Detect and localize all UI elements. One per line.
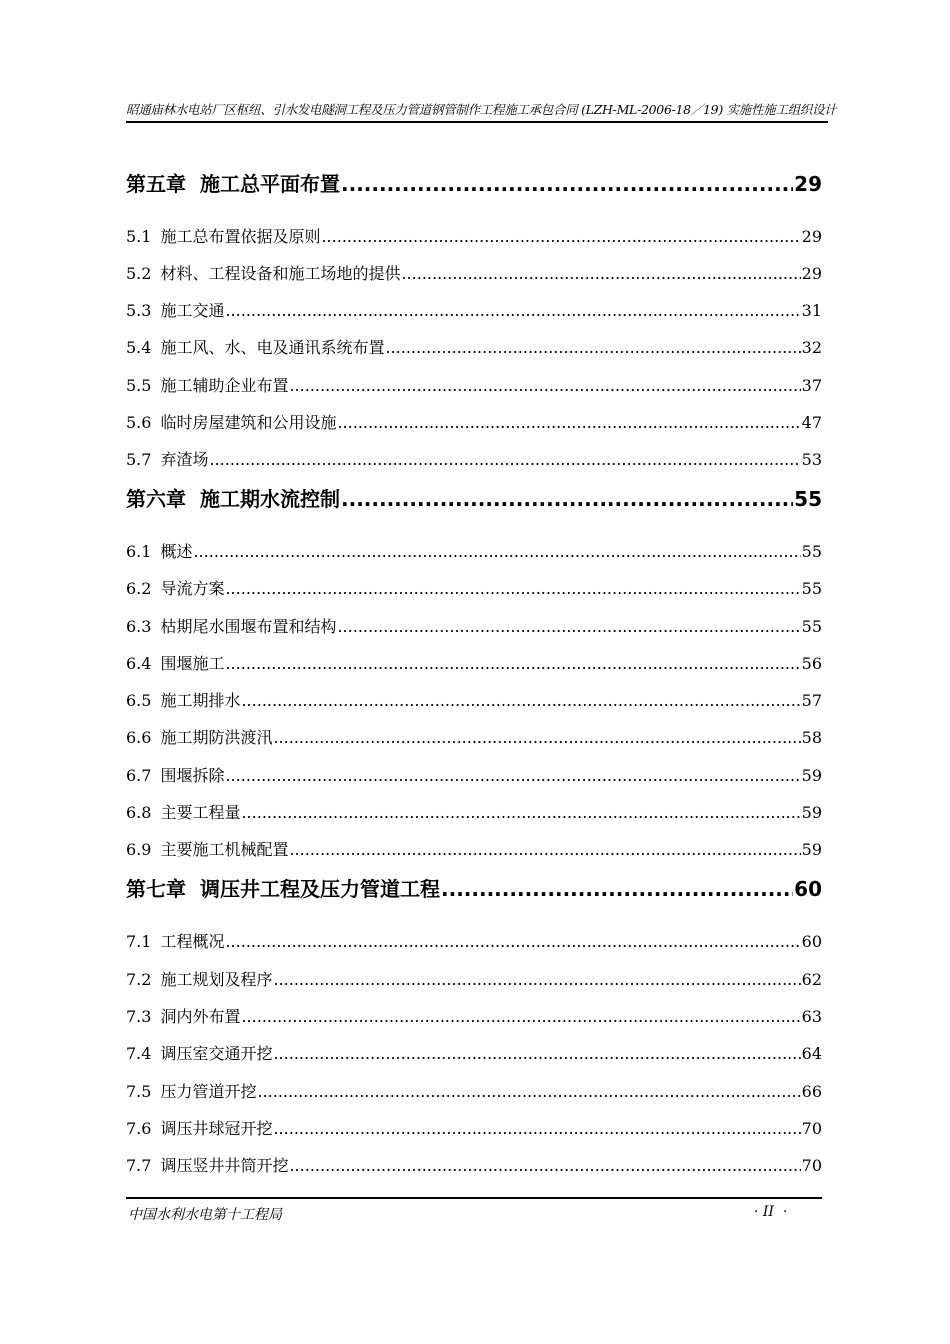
toc-dot-leader bbox=[273, 1119, 800, 1138]
footer-rule bbox=[126, 1197, 822, 1199]
toc-dot-leader bbox=[225, 766, 800, 785]
toc-chapter-entry[interactable] bbox=[126, 168, 822, 197]
toc-entry-number: 7.2 bbox=[126, 970, 152, 989]
toc-section-entry[interactable] bbox=[126, 837, 822, 860]
toc-section-entry[interactable] bbox=[126, 298, 822, 321]
toc-chapter-entry[interactable] bbox=[126, 873, 822, 902]
toc-entry-number: 5.6 bbox=[126, 413, 152, 432]
toc-entry-page: 53 bbox=[801, 450, 822, 469]
toc-entry-page: 55 bbox=[801, 617, 822, 636]
toc-entry-page: 66 bbox=[801, 1082, 822, 1101]
toc-section-entry[interactable] bbox=[126, 651, 822, 674]
toc-entry-title: 材料、工程设备和施工场地的提供 bbox=[160, 264, 401, 283]
toc-entry-page: 56 bbox=[801, 654, 822, 673]
toc-entry-title: 压力管道开挖 bbox=[160, 1082, 257, 1101]
toc-entry-number: 5.4 bbox=[126, 338, 152, 357]
toc-entry-number: 第五章 bbox=[126, 172, 186, 196]
toc-dot-leader bbox=[241, 1007, 800, 1026]
toc-section-entry[interactable] bbox=[126, 224, 822, 247]
toc-section-entry[interactable] bbox=[126, 576, 822, 599]
toc-entry-title: 工程概况 bbox=[160, 932, 225, 951]
toc-entry-page: 63 bbox=[801, 1007, 822, 1026]
toc-entry-page: 55 bbox=[801, 542, 822, 561]
toc-entry-title: 调压室交通开挖 bbox=[160, 1044, 273, 1063]
toc-section-entry[interactable] bbox=[126, 688, 822, 711]
toc-dot-leader bbox=[273, 970, 800, 989]
toc-dot-leader bbox=[321, 227, 800, 246]
toc-entry-title: 施工期水流控制 bbox=[200, 487, 340, 511]
toc-dot-leader bbox=[273, 1044, 800, 1063]
toc-dot-leader bbox=[241, 691, 800, 710]
toc-entry-title: 导流方案 bbox=[160, 579, 225, 598]
toc-entry-page: 60 bbox=[794, 877, 822, 901]
toc-entry-number: 6.9 bbox=[126, 840, 152, 859]
toc-dot-leader bbox=[289, 376, 800, 395]
toc-entry-title: 概述 bbox=[160, 542, 193, 561]
footer-organization: 中国水利水电第十工程局 bbox=[128, 1207, 282, 1223]
toc-entry-number: 第六章 bbox=[126, 487, 186, 511]
toc-section-entry[interactable] bbox=[126, 929, 822, 952]
toc-entry-page: 59 bbox=[801, 840, 822, 859]
toc-entry-title: 围堰拆除 bbox=[160, 766, 225, 785]
toc-entry-number: 5.1 bbox=[126, 227, 152, 246]
toc-dot-leader bbox=[289, 1156, 800, 1175]
toc-entry-title: 临时房屋建筑和公用设施 bbox=[160, 413, 337, 432]
toc-dot-leader bbox=[209, 450, 800, 469]
toc-entry-page: 60 bbox=[801, 932, 822, 951]
toc-section-entry[interactable] bbox=[126, 614, 822, 637]
toc-section-entry[interactable] bbox=[126, 410, 822, 433]
toc-entry-page: 62 bbox=[801, 970, 822, 989]
toc-entry-page: 29 bbox=[794, 172, 822, 196]
toc-section-entry[interactable] bbox=[126, 373, 822, 396]
toc-dot-leader bbox=[273, 728, 800, 747]
toc-entry-number: 7.6 bbox=[126, 1119, 152, 1138]
toc-entry-title: 枯期尾水围堰布置和结构 bbox=[160, 617, 337, 636]
toc-section-entry[interactable] bbox=[126, 1153, 822, 1176]
toc-entry-number: 6.7 bbox=[126, 766, 152, 785]
toc-section-entry[interactable] bbox=[126, 335, 822, 358]
toc-entry-number: 第七章 bbox=[126, 877, 186, 901]
toc-dot-leader bbox=[257, 1082, 800, 1101]
toc-section-entry[interactable] bbox=[126, 800, 822, 823]
toc-entry-title: 施工总平面布置 bbox=[200, 172, 340, 196]
toc-entry-page: 31 bbox=[801, 301, 822, 320]
toc-entry-page: 70 bbox=[801, 1156, 822, 1175]
toc-section-entry[interactable] bbox=[126, 725, 822, 748]
toc-section-entry[interactable] bbox=[126, 763, 822, 786]
toc-entry-page: 37 bbox=[801, 376, 822, 395]
toc-dot-leader bbox=[337, 413, 800, 432]
toc-entry-title: 调压井工程及压力管道工程 bbox=[200, 877, 440, 901]
running-header: 昭通庙林水电站厂区枢纽、引水发电隧洞工程及压力管道钢管制作工程施工承包合同 (LZH-ML-2006-18／19) 实施性施工组织设计 bbox=[126, 102, 837, 117]
toc-entry-page: 55 bbox=[801, 579, 822, 598]
toc-dot-leader bbox=[385, 338, 800, 357]
toc-entry-title: 主要工程量 bbox=[160, 803, 241, 822]
toc-entry-title: 施工总布置依据及原则 bbox=[160, 227, 321, 246]
toc-dot-leader bbox=[225, 932, 800, 951]
toc-entry-title: 施工期排水 bbox=[160, 691, 241, 710]
toc-entry-page: 55 bbox=[794, 487, 822, 511]
toc-dot-leader bbox=[225, 301, 800, 320]
toc-entry-number: 5.2 bbox=[126, 264, 152, 283]
toc-dot-leader bbox=[225, 579, 800, 598]
toc-dot-leader bbox=[401, 264, 800, 283]
toc-section-entry[interactable] bbox=[126, 967, 822, 990]
toc-entry-number: 7.1 bbox=[126, 932, 152, 951]
toc-section-entry[interactable] bbox=[126, 1079, 822, 1102]
toc-entry-page: 59 bbox=[801, 803, 822, 822]
toc-section-entry[interactable] bbox=[126, 1041, 822, 1064]
toc-entry-number: 6.4 bbox=[126, 654, 152, 673]
toc-entry-title: 施工交通 bbox=[160, 301, 225, 320]
toc-entry-title: 施工风、水、电及通讯系统布置 bbox=[160, 338, 385, 357]
toc-section-entry[interactable] bbox=[126, 447, 822, 470]
toc-dot-leader bbox=[241, 803, 800, 822]
toc-section-entry[interactable] bbox=[126, 539, 822, 562]
toc-entry-title: 施工期防洪渡汛 bbox=[160, 728, 273, 747]
toc-section-entry[interactable] bbox=[126, 1116, 822, 1139]
toc-entry-number: 5.5 bbox=[126, 376, 152, 395]
toc-entry-page: 70 bbox=[801, 1119, 822, 1138]
toc-entry-title: 弃渣场 bbox=[160, 450, 209, 469]
toc-entry-number: 7.3 bbox=[126, 1007, 152, 1026]
toc-entry-page: 57 bbox=[801, 691, 822, 710]
toc-entry-number: 7.5 bbox=[126, 1082, 152, 1101]
toc-dot-leader bbox=[341, 487, 793, 511]
toc-entry-title: 调压井球冠开挖 bbox=[160, 1119, 273, 1138]
toc-dot-leader bbox=[225, 654, 800, 673]
toc-entry-number: 7.7 bbox=[126, 1156, 152, 1175]
toc-entry-page: 29 bbox=[801, 264, 822, 283]
toc-entry-number: 7.4 bbox=[126, 1044, 152, 1063]
toc-entry-number: 6.5 bbox=[126, 691, 152, 710]
toc-entry-title: 洞内外布置 bbox=[160, 1007, 241, 1026]
toc-chapter-entry[interactable] bbox=[126, 483, 822, 512]
toc-entry-number: 6.2 bbox=[126, 579, 152, 598]
toc-entry-number: 6.3 bbox=[126, 617, 152, 636]
toc-entry-page: 64 bbox=[801, 1044, 822, 1063]
toc-dot-leader bbox=[341, 172, 793, 196]
toc-entry-title: 施工辅助企业布置 bbox=[160, 376, 289, 395]
toc-entry-number: 5.7 bbox=[126, 450, 152, 469]
toc-entry-number: 6.1 bbox=[126, 542, 152, 561]
toc-dot-leader bbox=[193, 542, 800, 561]
toc-entry-number: 5.3 bbox=[126, 301, 152, 320]
toc-entry-page: 47 bbox=[801, 413, 822, 432]
toc-entry-number: 6.6 bbox=[126, 728, 152, 747]
toc-section-entry[interactable] bbox=[126, 1004, 822, 1027]
toc-entry-page: 58 bbox=[801, 728, 822, 747]
toc-entry-title: 围堰施工 bbox=[160, 654, 225, 673]
toc-entry-title: 主要施工机械配置 bbox=[160, 840, 289, 859]
toc-dot-leader bbox=[337, 617, 800, 636]
toc-entry-page: 59 bbox=[801, 766, 822, 785]
toc-dot-leader bbox=[289, 840, 800, 859]
toc-entry-title: 施工规划及程序 bbox=[160, 970, 273, 989]
footer-page-number: · II · bbox=[754, 1204, 788, 1220]
toc-entry-page: 29 bbox=[801, 227, 822, 246]
toc-dot-leader bbox=[441, 877, 793, 901]
toc-entry-page: 32 bbox=[801, 338, 822, 357]
toc-entry-number: 6.8 bbox=[126, 803, 152, 822]
header-rule bbox=[126, 121, 828, 123]
toc-section-entry[interactable] bbox=[126, 261, 822, 284]
toc-entry-title: 调压竖井井筒开挖 bbox=[160, 1156, 289, 1175]
